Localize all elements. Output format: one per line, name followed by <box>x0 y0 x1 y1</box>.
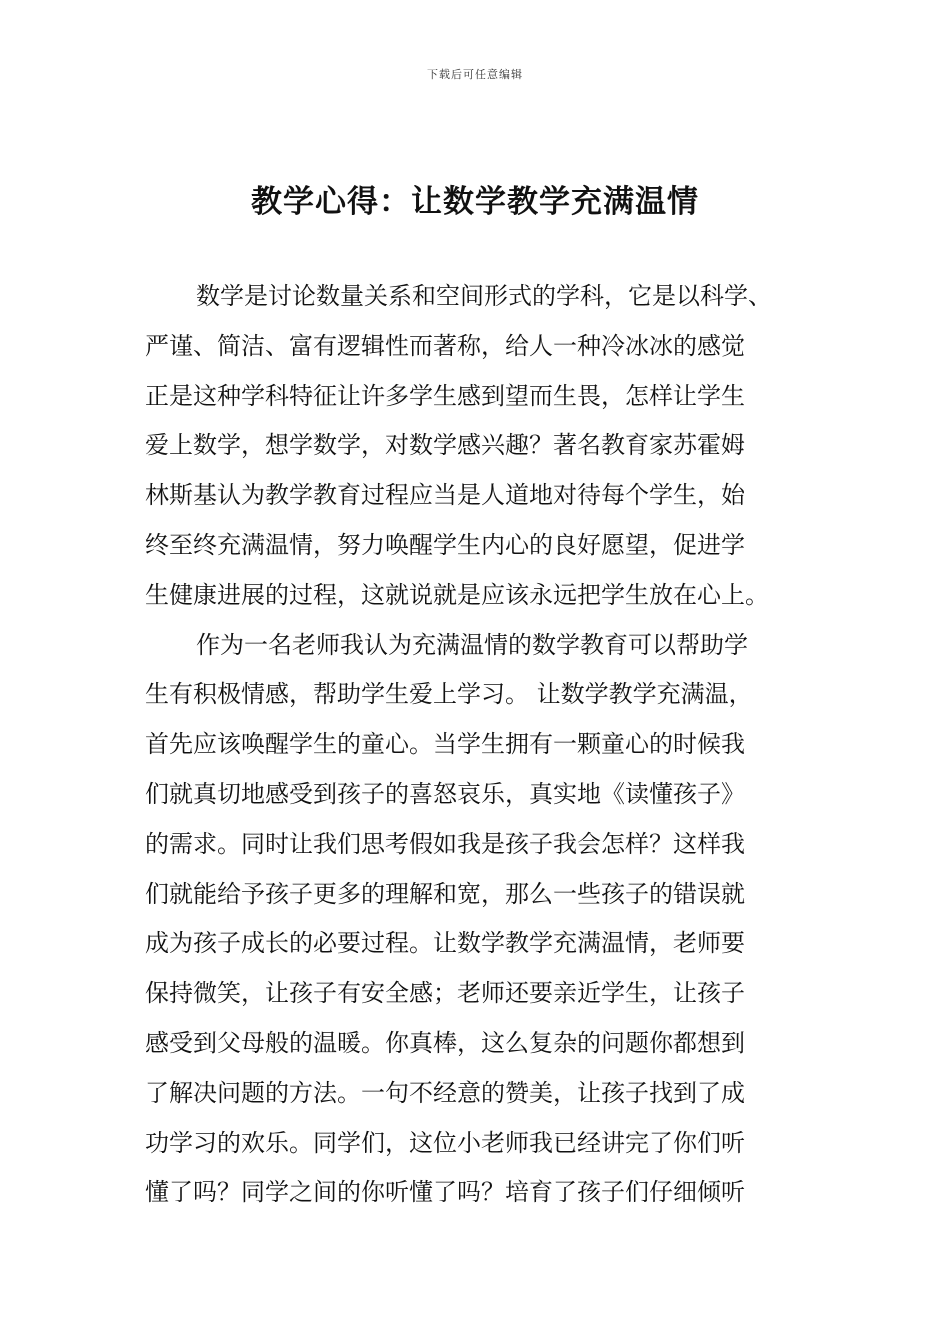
body-line: 爱上数学，想学数学，对数学感兴趣？著名教育家苏霍姆 <box>145 431 745 460</box>
header-note: 下载后可任意编辑 <box>427 68 523 81</box>
body-line: 严谨、简洁、富有逻辑性而著称，给人一种冷冰冰的感觉 <box>145 331 745 360</box>
body-line: 林斯基认为教学教育过程应当是人道地对待每个学生，始 <box>145 481 745 510</box>
body-line: 们就能给予孩子更多的理解和宽，那么一些孩子的错误就 <box>145 879 745 908</box>
body-line: 了解决问题的方法。一句不经意的赞美，让孩子找到了成 <box>145 1078 745 1107</box>
body-line: 感受到父母般的温暖。你真棒，这么复杂的问题你都想到 <box>145 1029 745 1057</box>
body-line: 首先应该唤醒学生的童心。当学生拥有一颗童心的时候我 <box>145 730 745 759</box>
body-line: 数学是讨论数量关系和空间形式的学科，它是以科学、 <box>196 282 772 310</box>
body-line: 的需求。同时让我们思考假如我是孩子我会怎样？这样我 <box>145 829 745 858</box>
body-line: 们就真切地感受到孩子的喜怒哀乐，真实地《读懂孩子》 <box>145 780 745 808</box>
body-line: 终至终充满温情，努力唤醒学生内心的良好愿望，促进学 <box>145 531 745 559</box>
body-line: 成为孩子成长的必要过程。让数学教学充满温情，老师要 <box>145 929 745 958</box>
body-line: 作为一名老师我认为充满温情的数学教育可以帮助学 <box>196 630 748 659</box>
body-line: 正是这种学科特征让许多学生感到望而生畏，怎样让学生 <box>145 381 745 410</box>
document-title: 教学心得：让数学教学充满温情 <box>251 184 699 220</box>
body-line: 生有积极情感，帮助学生爱上学习。 让数学教学充满温， <box>145 680 753 709</box>
body-line: 保持微笑，让孩子有安全感；老师还要亲近学生，让孩子 <box>145 979 745 1008</box>
body-line: 懂了吗？同学之间的你听懂了吗？培育了孩子们仔细倾听 <box>145 1178 745 1207</box>
body-line: 生健康进展的过程，这就说就是应该永远把学生放在心上。 <box>145 580 769 609</box>
body-line: 功学习的欢乐。同学们，这位小老师我已经讲完了你们听 <box>145 1128 745 1157</box>
